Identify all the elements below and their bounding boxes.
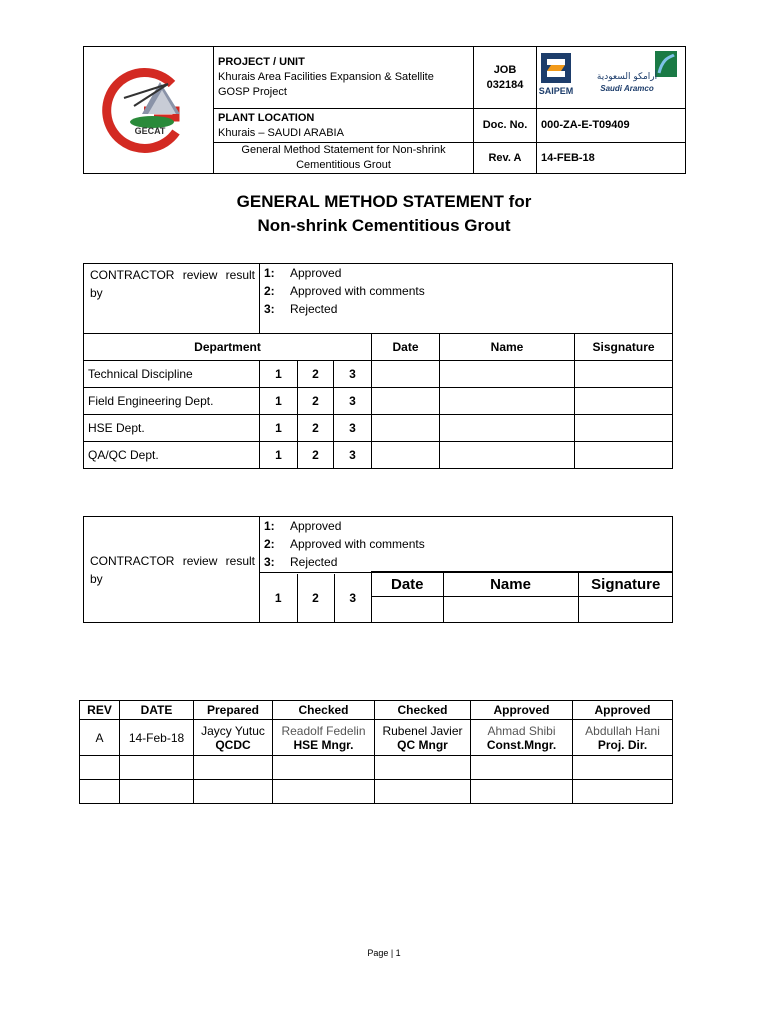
review-label: CONTRACTOR review result by (84, 264, 260, 334)
empty-cell[interactable] (80, 756, 120, 780)
rev-date: 14-FEB-18 (537, 143, 686, 174)
rev-label: Rev. A (474, 143, 537, 174)
checked2-role: QC Mngr (397, 737, 448, 752)
code-2[interactable]: 2 (298, 388, 334, 415)
empty-cell[interactable] (80, 780, 120, 804)
code-3[interactable]: 3 (334, 415, 372, 442)
code-1[interactable]: 1 (260, 574, 297, 622)
empty-cell[interactable] (471, 780, 573, 804)
col-header-date: DATE (120, 701, 194, 720)
approved2-name: Abdullah Hani (585, 723, 660, 738)
prepared-cell (194, 720, 273, 756)
date-cell[interactable] (372, 597, 443, 623)
review-table-summary (83, 516, 673, 623)
project-cell (214, 47, 474, 109)
header-date: Date (372, 573, 443, 597)
empty-cell[interactable] (573, 780, 673, 804)
empty-cell[interactable] (273, 756, 375, 780)
header-table (83, 46, 686, 174)
table-row (84, 388, 673, 415)
plant-label: PLANT LOCATION (218, 111, 315, 124)
code-2[interactable]: 2 (297, 574, 334, 622)
gecat-logo-cell (84, 47, 214, 174)
col-header-rev: REV (80, 701, 120, 720)
option-rejected: 3: Rejected (264, 555, 338, 569)
header-department: Department (84, 334, 372, 361)
gecat-logo-text: GECAT (134, 125, 166, 136)
date-cell[interactable] (372, 388, 440, 415)
signature-cell[interactable] (575, 388, 673, 415)
dept-name: Technical Discipline (84, 361, 260, 388)
review-table-departments (83, 263, 673, 469)
code-2[interactable]: 2 (298, 361, 334, 388)
company-logos (537, 47, 686, 103)
header-name: Name (443, 573, 578, 597)
signature-cell[interactable] (575, 442, 673, 469)
review2-options (260, 517, 673, 572)
name-cell[interactable] (440, 415, 575, 442)
code-2[interactable]: 2 (298, 415, 334, 442)
review2-signoff (372, 572, 673, 623)
empty-cell[interactable] (120, 756, 194, 780)
dept-name: HSE Dept. (84, 415, 260, 442)
col-header-checked: Checked (273, 701, 375, 720)
empty-cell[interactable] (471, 756, 573, 780)
signature-cell[interactable] (578, 597, 673, 623)
checked2-cell (375, 720, 471, 756)
col-header-checked-2: Checked (375, 701, 471, 720)
table-row (80, 780, 673, 804)
document-title (0, 190, 768, 238)
code-3[interactable]: 3 (334, 442, 372, 469)
code-1[interactable]: 1 (260, 388, 298, 415)
revision-table (79, 700, 673, 804)
empty-cell[interactable] (375, 780, 471, 804)
name-cell[interactable] (440, 388, 575, 415)
name-cell[interactable] (440, 361, 575, 388)
prepared-name: Jaycy Yutuc (201, 723, 265, 738)
name-cell[interactable] (440, 442, 575, 469)
table-row (80, 756, 673, 780)
empty-cell[interactable] (375, 756, 471, 780)
option-approved-with-comments: 2: Approved with comments (264, 284, 425, 298)
aramco-arabic-text: أرامكو السعودية (596, 72, 658, 82)
option-rejected: 3: Rejected (264, 302, 338, 316)
date-cell[interactable] (372, 442, 440, 469)
empty-cell[interactable] (120, 780, 194, 804)
job-number: 032184 (486, 78, 524, 91)
company-logos-cell (537, 47, 686, 109)
statement-cell (214, 143, 474, 174)
rev-value: A (80, 720, 120, 756)
job-cell (474, 47, 537, 109)
table-row (84, 361, 673, 388)
checked2-name: Rubenel Javier (382, 723, 463, 738)
checked1-cell (273, 720, 375, 756)
review2-label: CONTRACTOR review result by (84, 517, 260, 623)
date-cell[interactable] (372, 361, 440, 388)
plant-cell (214, 109, 474, 143)
job-label: JOB (493, 63, 517, 76)
doc-label: Doc. No. (474, 109, 537, 143)
doc-number: 000-ZA-E-T09409 (537, 109, 686, 143)
title-line1: GENERAL METHOD STATEMENT for (236, 192, 532, 211)
date-cell[interactable] (372, 415, 440, 442)
table-row (80, 720, 673, 756)
code-1[interactable]: 1 (260, 415, 298, 442)
saudi-aramco-logo (597, 51, 677, 93)
code-1[interactable]: 1 (260, 361, 298, 388)
header-signature: Sisgnature (575, 334, 673, 361)
statement-line1: General Method Statement for Non-shrink (241, 144, 446, 156)
project-line2: GOSP Project (218, 86, 287, 98)
empty-cell[interactable] (273, 780, 375, 804)
aramco-logo-text: Saudi Aramco (600, 84, 654, 93)
name-cell[interactable] (443, 597, 578, 623)
header-date: Date (372, 334, 440, 361)
statement-line2: Cementitious Grout (296, 159, 391, 171)
empty-cell[interactable] (573, 756, 673, 780)
signature-cell[interactable] (575, 415, 673, 442)
code-3[interactable]: 3 (334, 361, 372, 388)
saipem-logo-text: SAIPEM (538, 86, 574, 96)
date-value: 14-Feb-18 (120, 720, 194, 756)
code-1[interactable]: 1 (260, 442, 298, 469)
review-options (260, 264, 673, 334)
code-3[interactable]: 3 (349, 590, 357, 605)
table-row (84, 415, 673, 442)
header-name: Name (440, 334, 575, 361)
empty-cell[interactable] (194, 780, 273, 804)
plant-value: Khurais – SAUDI ARABIA (218, 126, 344, 139)
approved1-name: Ahmad Shibi (487, 723, 556, 738)
option-approved-with-comments: 2: Approved with comments (264, 537, 425, 551)
table-row (84, 442, 673, 469)
project-line1: Khurais Area Facilities Expansion & Satellite (218, 71, 434, 83)
code-3[interactable]: 3 (334, 388, 372, 415)
col-header-approved-2: Approved (573, 701, 673, 720)
col-header-prepared: Prepared (194, 701, 273, 720)
gecat-logo (84, 48, 214, 168)
dept-name: Field Engineering Dept. (84, 388, 260, 415)
approved2-cell (573, 720, 673, 756)
approved1-cell (471, 720, 573, 756)
approved1-role: Const.Mngr. (486, 737, 557, 752)
header-signature: Signature (578, 573, 673, 597)
code-2[interactable]: 2 (298, 442, 334, 469)
review2-codes (260, 572, 372, 623)
dept-name: QA/QC Dept. (84, 442, 260, 469)
option-approved: 1: Approved (264, 266, 342, 280)
option-approved: 1: Approved (264, 519, 342, 533)
page-number: Page | 1 (367, 948, 401, 958)
title-line2: Non-shrink Cementitious Grout (257, 216, 511, 235)
project-label: PROJECT / UNIT (218, 56, 305, 68)
signature-cell[interactable] (575, 361, 673, 388)
checked1-name: Readolf Fedelin (281, 723, 366, 738)
empty-cell[interactable] (194, 756, 273, 780)
prepared-role: QCDC (215, 737, 251, 752)
saipem-logo (539, 53, 574, 96)
checked1-role: HSE Mngr. (293, 737, 354, 752)
col-header-approved: Approved (471, 701, 573, 720)
approved2-role: Proj. Dir. (597, 737, 648, 752)
